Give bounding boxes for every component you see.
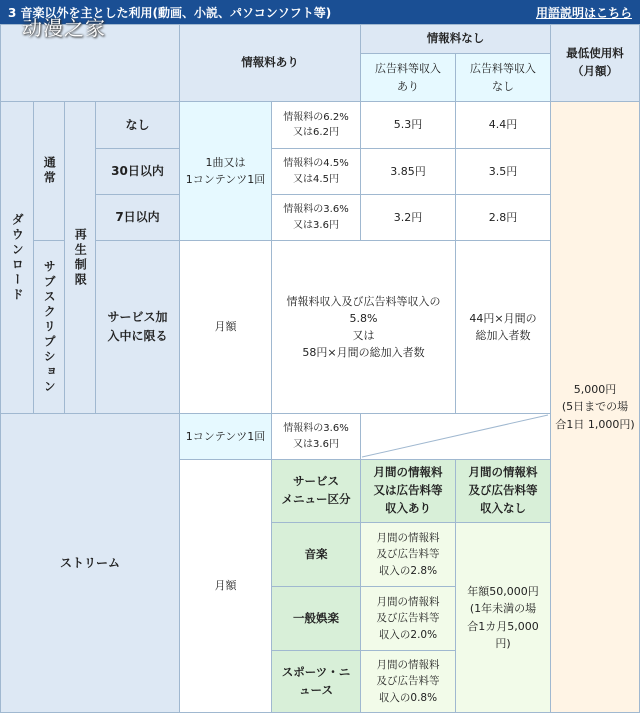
rate-general-entertainment: 月間の情報料 及び広告料等 収入の2.0% — [360, 586, 456, 651]
row-playback-limit: 再生制限 — [64, 101, 96, 414]
value-none-ad-no: 4.4円 — [455, 101, 551, 149]
value-subscription-info: 情報料収入及び広告料等収入の 5.8% 又は 58円×月間の総加入者数 — [271, 240, 456, 414]
section-title: 3 音楽以外を主とした利用(動画、小説、パソコンソフト等) — [8, 6, 332, 20]
value-7days-info: 情報料の3.6% 又は3.6円 — [271, 194, 361, 241]
value-30days-info: 情報料の4.5% 又は4.5円 — [271, 148, 361, 195]
value-none-ad-yes: 5.3円 — [360, 101, 456, 149]
header-info-yes: 情報料あり — [179, 24, 361, 102]
unit-monthly-stream: 月額 — [179, 459, 272, 713]
rate-sports-news: 月間の情報料 及び広告料等 収入の0.8% — [360, 650, 456, 713]
monthly-without-revenue-header: 月間の情報料 及び広告料等 収入なし — [455, 459, 551, 523]
unit-monthly: 月額 — [179, 240, 272, 414]
unit-per-content: 1コンテンツ1回 — [179, 413, 272, 460]
value-subscription-no-info: 44円×月間の 総加入者数 — [455, 240, 551, 414]
rate-music: 月間の情報料 及び広告料等 収入の2.8% — [360, 522, 456, 587]
row-subscription: サブスクリプション — [33, 240, 65, 414]
value-7days-ad-yes: 3.2円 — [360, 194, 456, 241]
annual-fee: 年額50,000円 (1年未満の場 合1カ月5,000 円) — [455, 522, 551, 713]
diagonal-divider — [360, 413, 550, 459]
header-ad-yes: 広告料等収入 あり — [360, 53, 456, 102]
row-normal: 通常 — [33, 101, 65, 241]
value-none-info: 情報料の6.2% 又は6.2円 — [271, 101, 361, 149]
menu-general-entertainment: 一般娯楽 — [271, 586, 361, 651]
row-download: ダウンロード — [0, 101, 34, 414]
watermark-logo: 动漫之家 — [22, 16, 106, 40]
row-7days: 7日以内 — [95, 194, 180, 241]
row-none: なし — [95, 101, 180, 149]
header-min-fee: 最低使用料 （月額） — [550, 24, 640, 102]
glossary-link[interactable]: 用語説明はこちら — [535, 6, 632, 20]
row-stream: ストリーム — [0, 413, 180, 713]
value-7days-ad-no: 2.8円 — [455, 194, 551, 241]
value-30days-ad-no: 3.5円 — [455, 148, 551, 195]
header-info-no: 情報料なし — [360, 24, 551, 54]
header-ad-no: 広告料等収入 なし — [455, 53, 551, 102]
row-member-only: サービス加 入中に限る — [95, 240, 180, 414]
unit-per-item: 1曲又は 1コンテンツ1回 — [179, 101, 272, 241]
row-30days: 30日以内 — [95, 148, 180, 195]
service-menu-header: サービス メニュー区分 — [271, 459, 361, 523]
monthly-with-revenue-header: 月間の情報料 又は広告料等 収入あり — [360, 459, 456, 523]
min-fee-value: 5,000円 (5日までの場 合1日 1,000円) — [550, 101, 640, 713]
value-stream-info: 情報料の3.6% 又は3.6円 — [271, 413, 361, 460]
menu-sports-news: スポーツ・ニ ュース — [271, 650, 361, 713]
menu-music: 音楽 — [271, 522, 361, 587]
value-30days-ad-yes: 3.85円 — [360, 148, 456, 195]
